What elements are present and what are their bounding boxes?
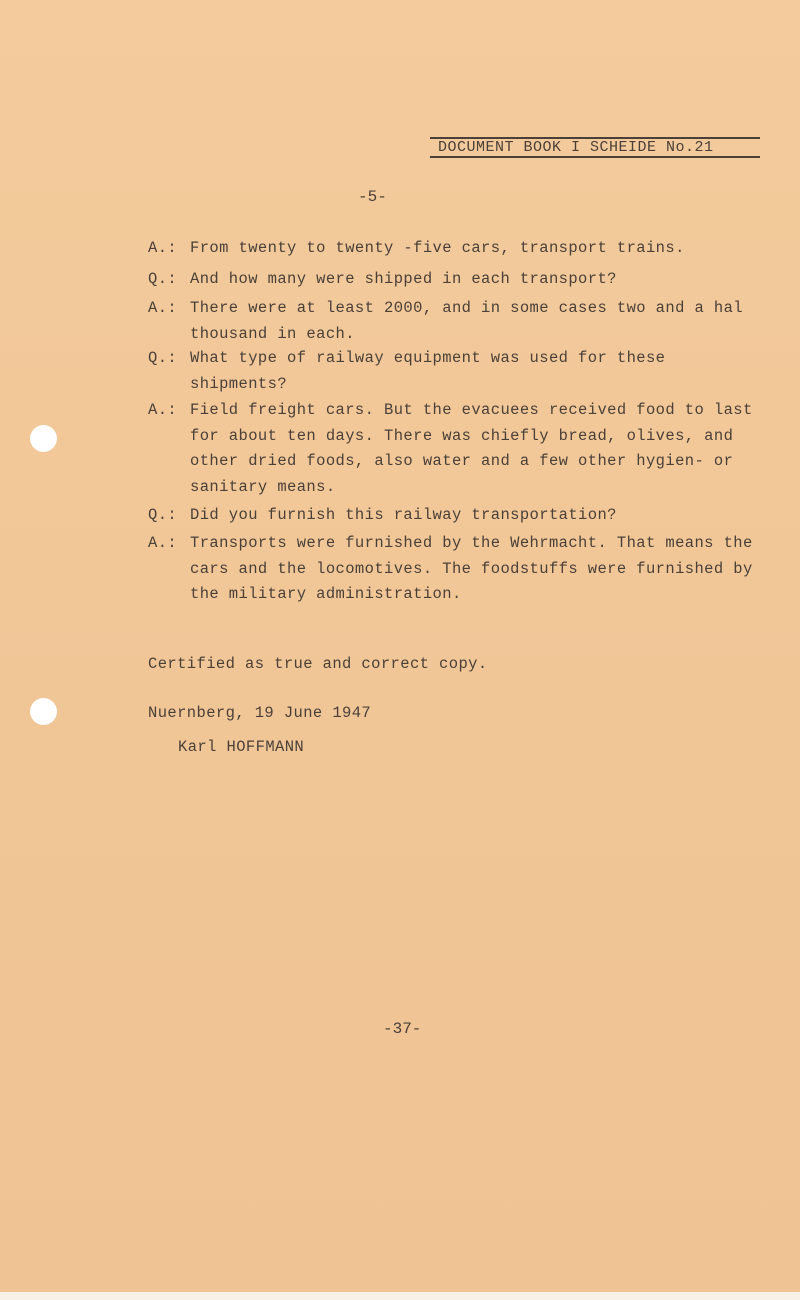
entry-label: A.:: [148, 239, 178, 257]
page-number-top: -5-: [358, 188, 387, 206]
certification-statement: Certified as true and correct copy.: [148, 655, 488, 673]
punch-hole: [30, 425, 57, 452]
entry-text: Field freight cars. But the evacuees received food to last for about ten days. There was chiefly bread, olives, and other dried foods, also water and a few other hygien- or sanitary means.: [190, 401, 753, 496]
entry-text: Did you furnish this railway transportation?: [190, 506, 617, 524]
entry-label: Q.:: [148, 349, 178, 367]
document-id: DOCUMENT BOOK I SCHEIDE No.21: [430, 137, 760, 158]
answer-entry: [148, 296, 768, 347]
question-entry: [148, 267, 768, 293]
entry-text: From twenty to twenty -five cars, transport trains.: [190, 239, 685, 257]
place-date: Nuernberg, 19 June 1947: [148, 704, 372, 722]
page-edge: [0, 1292, 800, 1300]
answer-entry: [148, 236, 768, 262]
entry-label: A.:: [148, 401, 178, 419]
answer-entry: [148, 398, 768, 500]
question-entry: [148, 503, 768, 529]
entry-text: What type of railway equipment was used for these shipments?: [190, 349, 666, 393]
question-entry: [148, 346, 768, 397]
entry-text: Transports were furnished by the Wehrmacht. That means the cars and the locomotives. The foodstuffs were furnished by the military administration.: [190, 534, 753, 603]
page-number-bottom: -37-: [383, 1020, 422, 1038]
signatory-name: Karl HOFFMANN: [178, 738, 305, 756]
entry-text: And how many were shipped in each transport?: [190, 270, 617, 288]
entry-text: There were at least 2000, and in some cases two and a hal thousand in each.: [190, 299, 743, 343]
entry-label: A.:: [148, 534, 178, 552]
entry-label: A.:: [148, 299, 178, 317]
entry-label: Q.:: [148, 270, 178, 288]
punch-hole: [30, 698, 57, 725]
answer-entry: [148, 531, 768, 608]
entry-label: Q.:: [148, 506, 178, 524]
